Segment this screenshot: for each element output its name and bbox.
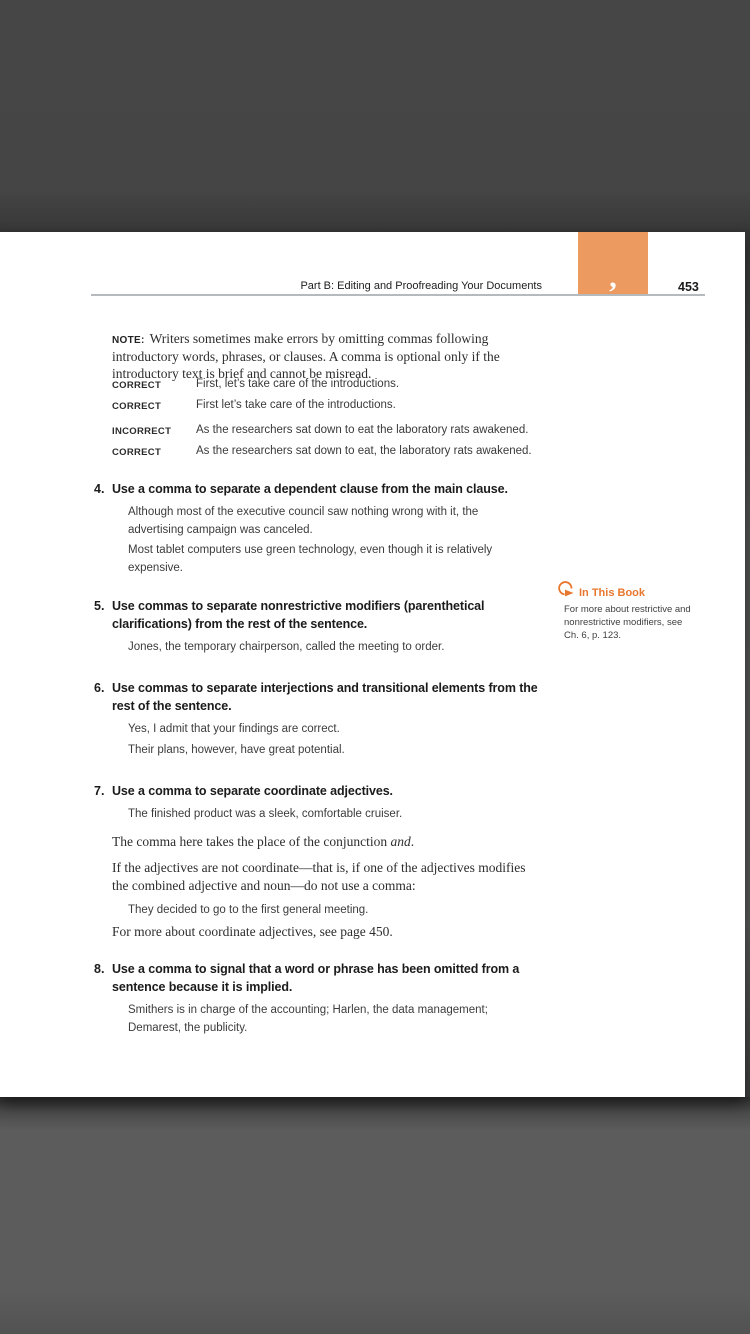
- sidebar-text: For more about restrictive and nonrestrictive modifiers, see Ch. 6, p. 123.: [564, 604, 691, 642]
- page-number: 453: [678, 280, 699, 294]
- viewer-background-bottom: [0, 1097, 750, 1334]
- item-body: [112, 960, 552, 1037]
- commentary-paragraph: If the adjectives are not coordinate—that is, if one of the adjectives modifies the combined adjective and noun—do not use a comma:: [112, 859, 526, 893]
- usage-label: CORRECT: [112, 380, 162, 391]
- in-this-book-sidebar: [556, 581, 708, 643]
- example-sentence: The finished product was a sleek, comfortable cruiser.: [128, 808, 403, 820]
- example-sentence: Yes, I admit that your findings are correct.: [128, 723, 340, 735]
- viewer-background-right: [745, 232, 750, 1097]
- item-number: 6.: [94, 681, 105, 695]
- item-heading: Use commas to separate nonrestrictive modifiers (parenthetical clarifications) from the rest of the sentence.: [112, 599, 485, 631]
- usage-row: [112, 445, 532, 459]
- rule-item-8: [94, 960, 552, 1037]
- item-number: 7.: [94, 784, 105, 798]
- header-rule: [91, 294, 705, 296]
- usage-label: INCORRECT: [112, 426, 172, 437]
- usage-label: CORRECT: [112, 401, 162, 412]
- usage-text: First, let’s take care of the introductions.: [196, 378, 400, 390]
- usage-text: As the researchers sat down to eat, the laboratory rats awakened.: [196, 445, 532, 457]
- item-heading: Use commas to separate interjections and transitional elements from the rest of the sentence.: [112, 681, 538, 713]
- cross-reference-line: For more about coordinate adjectives, see page 450.: [112, 924, 393, 939]
- example-sentence: Jones, the temporary chairperson, called the meeting to order.: [128, 641, 445, 653]
- item-body: [112, 597, 552, 657]
- sidebar-title: In This Book: [579, 587, 645, 599]
- item-body: [112, 480, 552, 577]
- item-heading: Use a comma to separate coordinate adjectives.: [112, 784, 393, 798]
- example-sentence: Although most of the executive council saw nothing wrong with it, the advertising campaign was canceled.: [128, 506, 479, 536]
- item-heading: Use a comma to separate a dependent clause from the main clause.: [112, 482, 508, 496]
- usage-row: [112, 378, 532, 392]
- commentary-text: .: [410, 833, 415, 849]
- example-sentence: Most tablet computers use green technology, even though it is relatively expensive.: [128, 544, 493, 574]
- item-number: 8.: [94, 962, 105, 976]
- usage-text: First let’s take care of the introductions.: [196, 399, 396, 411]
- usage-example-table: [112, 378, 532, 466]
- item-heading: Use a comma to signal that a word or phrase has been omitted from a sentence because it is implied.: [112, 962, 520, 994]
- rule-item-5: [94, 597, 552, 657]
- running-head: Part B: Editing and Proofreading Your Documents: [300, 280, 542, 292]
- rule-item-7: [94, 782, 552, 941]
- item-number: 4.: [94, 482, 105, 496]
- item-number: 5.: [94, 599, 105, 613]
- italic-word: and: [390, 833, 411, 849]
- commentary-text: The comma here takes the place of the conjunction: [112, 833, 391, 849]
- viewer-background-top: [0, 0, 750, 232]
- note-text: Writers sometimes make errors by omitting commas following introductory words, phrases, or clauses. A comma is optional only if the introductory text is brief and cannot be misread.: [112, 330, 500, 381]
- usage-text: As the researchers sat down to eat the laboratory rats awakened.: [196, 424, 529, 436]
- chapter-thumb-tab: [578, 232, 648, 296]
- example-sentence: They decided to go to the first general meeting.: [128, 903, 369, 916]
- usage-row: [112, 399, 532, 413]
- note-paragraph: [112, 331, 536, 383]
- example-sentence: Smithers is in charge of the accounting; Harlen, the data management; Demarest, the publicity.: [128, 1004, 488, 1034]
- rule-item-4: [94, 480, 552, 577]
- usage-row: [112, 424, 532, 438]
- usage-label: CORRECT: [112, 447, 162, 458]
- item-body: [112, 679, 552, 759]
- sidebar-head: [556, 581, 708, 599]
- note-label: NOTE:: [112, 334, 145, 346]
- commentary-sentence: [112, 833, 542, 851]
- item-body: [112, 782, 552, 941]
- book-page[interactable]: [0, 232, 745, 1097]
- cross-reference-arrow-icon: [556, 581, 578, 599]
- rule-item-6: [94, 679, 552, 759]
- example-sentence: Their plans, however, have great potential.: [128, 743, 345, 756]
- comma-icon: ,: [609, 261, 617, 294]
